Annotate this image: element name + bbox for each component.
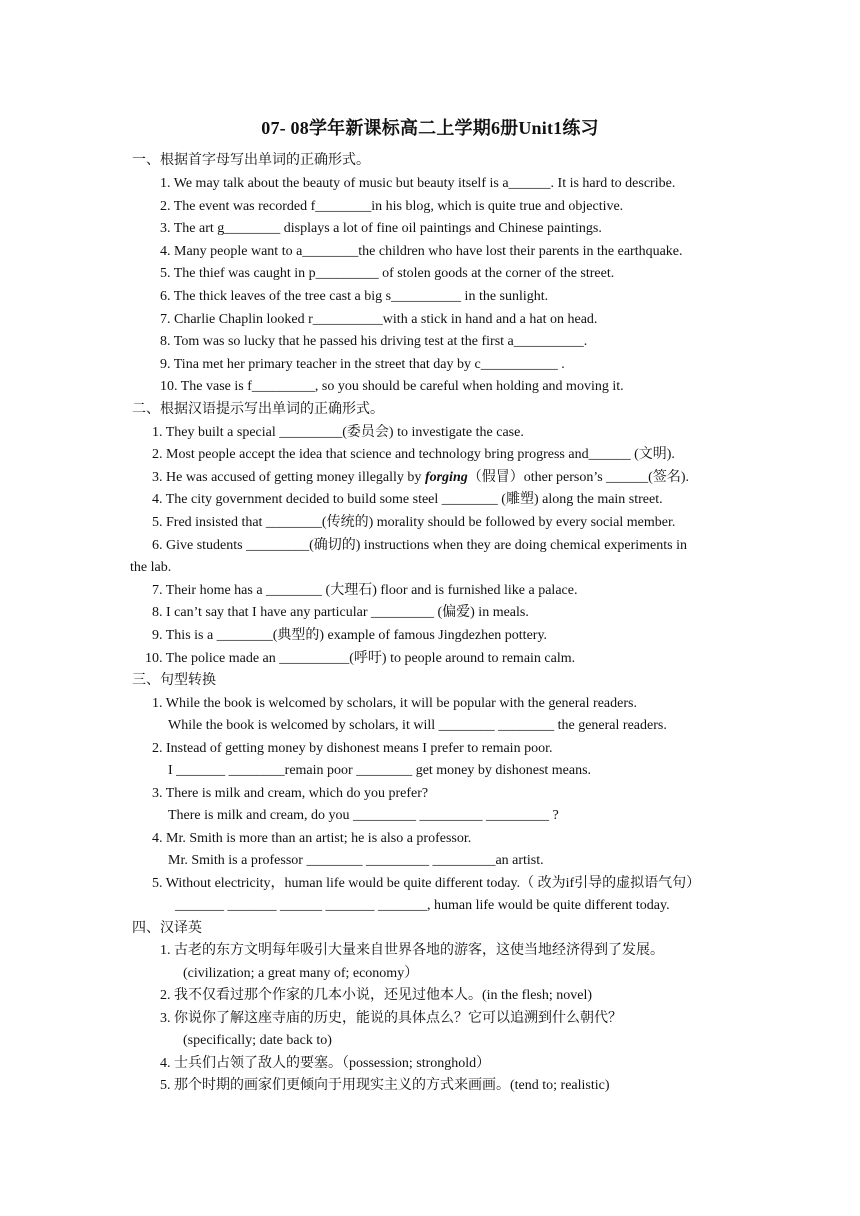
s2-item-4: 4. The city government decided to build some steel ________ (雕塑) along the main street.	[152, 492, 663, 507]
s2-item-8: 8. I can’t say that I have any particular _________ (偏爱) in meals.	[152, 605, 529, 620]
s1-item-4: 4. Many people want to a________the children who have lost their parents in the earthquake.	[160, 244, 683, 259]
section-heading-1: 一、根据首字母写出单词的正确形式。	[132, 153, 370, 168]
s4-item-1-hint: (civilization; a great many of; economy）	[183, 966, 419, 981]
s1-item-5: 5. The thief was caught in p_________ of stolen goods at the corner of the street.	[160, 266, 615, 281]
s2-item-5: 5. Fred insisted that ________(传统的) morality should be followed by every social member.	[152, 515, 676, 530]
s1-item-6: 6. The thick leaves of the tree cast a big s__________ in the sunlight.	[160, 289, 549, 304]
section-heading-3: 三、句型转换	[132, 673, 216, 688]
s3-item-4-rewrite: Mr. Smith is a professor ________ _________ _________an artist.	[168, 853, 544, 868]
s2-item-3-bold-word: forging	[424, 470, 468, 485]
s2-item-9: 9. This is a ________(典型的) example of famous Jingdezhen pottery.	[152, 628, 548, 643]
s1-item-10: 10. The vase is f_________, so you should be careful when holding and moving it.	[160, 379, 624, 394]
s1-item-9: 9. Tina met her primary teacher in the street that day by c___________ .	[160, 357, 565, 372]
s2-item-1: 1. They built a special _________(委员会) to investigate the case.	[152, 425, 524, 440]
s2-item-3-before: 3. He was accused of getting money illegally by	[152, 470, 425, 485]
s1-item-8: 8. Tom was so lucky that he passed his driving test at the first a__________.	[160, 334, 588, 349]
s4-item-3: 3. 你说你了解这座寺庙的历史，能说的具体点么？它可以追溯到什么朝代？	[160, 1011, 622, 1026]
s3-item-2-rewrite: I _______ ________remain poor ________ get money by dishonest means.	[168, 763, 592, 778]
s3-item-5: 5. Without electricity，human life would be quite different today.（ 改为if引导的虚拟语气句）	[152, 876, 701, 891]
section-heading-2: 二、根据汉语提示写出单词的正确形式。	[132, 402, 384, 417]
s4-item-2: 2. 我不仅看过那个作家的几本小说，还见过他本人。(in the flesh; novel)	[160, 988, 593, 1003]
s3-item-3-rewrite: There is milk and cream, do you _________ _________ _________ ?	[168, 808, 559, 823]
s2-item-3	[152, 469, 689, 487]
s3-item-5-rewrite: _______ _______ ______ _______ _______, human life would be quite different today.	[175, 898, 670, 913]
s3-item-1-rewrite: While the book is welcomed by scholars, it will ________ ________ the general readers.	[168, 718, 667, 733]
s1-item-2: 2. The event was recorded f________in his blog, which is quite true and objective.	[160, 199, 624, 214]
s4-item-1: 1. 古老的东方文明每年吸引大量来自世界各地的游客，这使当地经济得到了发展。	[160, 943, 664, 958]
s3-item-4: 4. Mr. Smith is more than an artist; he is also a professor.	[152, 831, 472, 846]
s2-item-6-continuation: the lab.	[130, 560, 172, 575]
s1-item-1: 1. We may talk about the beauty of music but beauty itself is a______. It is hard to describe.	[160, 176, 676, 191]
s3-item-3: 3. There is milk and cream, which do you prefer?	[152, 786, 429, 801]
s1-item-7: 7. Charlie Chaplin looked r__________with a stick in hand and a hat on head.	[160, 312, 598, 327]
s3-item-2: 2. Instead of getting money by dishonest means I prefer to remain poor.	[152, 741, 553, 756]
s4-item-3-hint: (specifically; date back to)	[183, 1033, 332, 1048]
s1-item-3: 3. The art g________ displays a lot of fine oil paintings and Chinese paintings.	[160, 221, 602, 236]
page-title: 07- 08学年新课标高二上学期6册Unit1练习	[261, 118, 599, 138]
s2-item-10: 10. The police made an __________(呼吁) to people around to remain calm.	[145, 651, 576, 666]
s3-item-1: 1. While the book is welcomed by scholars, it will be popular with the general readers.	[152, 696, 637, 711]
s2-item-3-after: （假冒）other person’s ______(签名).	[467, 470, 689, 485]
section-heading-4: 四、汉译英	[132, 921, 202, 936]
s2-item-7: 7. Their home has a ________ (大理石) floor and is furnished like a palace.	[152, 583, 578, 598]
s2-item-2: 2. Most people accept the idea that science and technology bring progress and______ (文明).	[152, 447, 675, 462]
s4-item-4: 4. 士兵们占领了敌人的要塞。（possession; stronghold）	[160, 1056, 491, 1071]
s2-item-6: 6. Give students _________(确切的) instructions when they are doing chemical experiments in	[152, 538, 688, 553]
s4-item-5: 5. 那个时期的画家们更倾向于用现实主义的方式来画画。(tend to; realistic)	[160, 1078, 610, 1093]
